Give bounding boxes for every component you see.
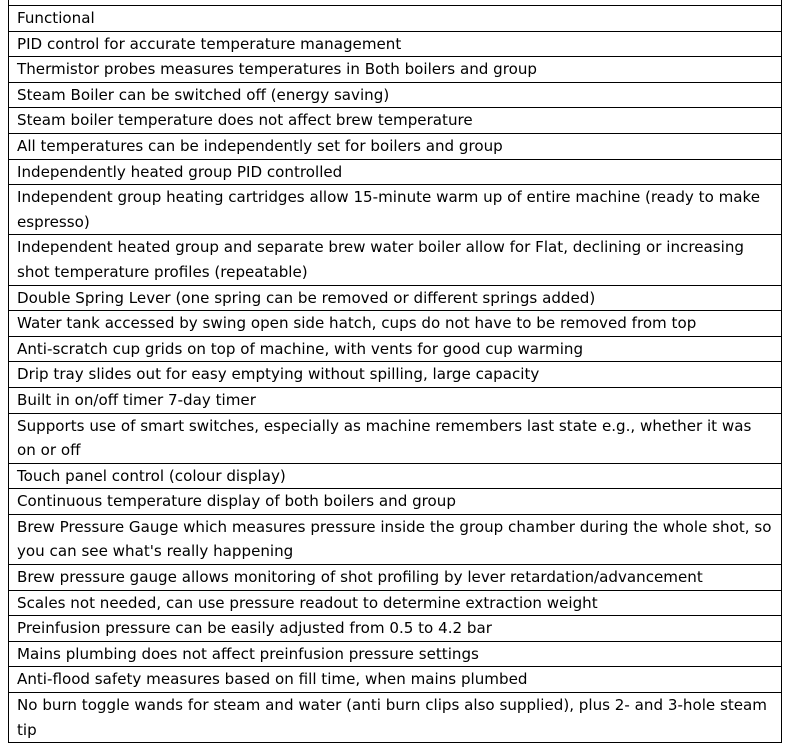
feature-cell: Mains plumbing does not affect preinfusion pressure settings	[9, 641, 782, 667]
functional-features-table	[8, 0, 782, 743]
feature-cell: Brew Pressure Gauge which measures pressure inside the group chamber during the whole shot, so you can see what's really happening	[9, 514, 782, 564]
feature-cell: Continuous temperature display of both boilers and group	[9, 489, 782, 515]
table-row	[9, 336, 782, 362]
table-row	[9, 616, 782, 642]
table-row	[9, 235, 782, 285]
table-row	[9, 133, 782, 159]
feature-cell: Independently heated group PID controlled	[9, 159, 782, 185]
table-row	[9, 514, 782, 564]
feature-cell: PID control for accurate temperature management	[9, 31, 782, 57]
feature-cell: Thermistor probes measures temperatures in Both boilers and group	[9, 57, 782, 83]
table-row	[9, 565, 782, 591]
feature-cell: Brew pressure gauge allows monitoring of shot profiling by lever retardation/advancement	[9, 565, 782, 591]
feature-cell: Independent heated group and separate brew water boiler allow for Flat, declining or increasing shot temperature profiles (repeatable)	[9, 235, 782, 285]
feature-cell: Touch panel control (colour display)	[9, 463, 782, 489]
table-row	[9, 667, 782, 693]
table-row	[9, 362, 782, 388]
table-row	[9, 463, 782, 489]
table-row	[9, 641, 782, 667]
table-row	[9, 285, 782, 311]
table-row	[9, 387, 782, 413]
feature-cell: No burn toggle wands for steam and water (anti burn clips also supplied), plus 2- and 3-hole steam tip	[9, 693, 782, 743]
table-header: Functional	[9, 6, 782, 32]
feature-cell: Anti-flood safety measures based on fill time, when mains plumbed	[9, 667, 782, 693]
feature-cell: Steam Boiler can be switched off (energy saving)	[9, 82, 782, 108]
feature-cell: Steam boiler temperature does not affect brew temperature	[9, 108, 782, 134]
feature-cell: Built in on/off timer 7-day timer	[9, 387, 782, 413]
table-row	[9, 185, 782, 235]
feature-table-container	[8, 0, 782, 743]
feature-cell: Double Spring Lever (one spring can be removed or different springs added)	[9, 285, 782, 311]
feature-cell: Scales not needed, can use pressure readout to determine extraction weight	[9, 590, 782, 616]
table-row	[9, 57, 782, 83]
table-header-row	[9, 6, 782, 32]
table-row	[9, 31, 782, 57]
table-row	[9, 82, 782, 108]
table-row	[9, 159, 782, 185]
table-row	[9, 108, 782, 134]
table-row	[9, 413, 782, 463]
table-row	[9, 693, 782, 743]
table-row	[9, 489, 782, 515]
feature-cell: Independent group heating cartridges allow 15-minute warm up of entire machine (ready to make espresso)	[9, 185, 782, 235]
feature-cell: Supports use of smart switches, especially as machine remembers last state e.g., whether it was on or off	[9, 413, 782, 463]
feature-cell: Drip tray slides out for easy emptying without spilling, large capacity	[9, 362, 782, 388]
table-row	[9, 590, 782, 616]
feature-cell: Water tank accessed by swing open side hatch, cups do not have to be removed from top	[9, 311, 782, 337]
table-row	[9, 311, 782, 337]
feature-cell: Anti-scratch cup grids on top of machine, with vents for good cup warming	[9, 336, 782, 362]
feature-cell: All temperatures can be independently set for boilers and group	[9, 133, 782, 159]
feature-cell: Preinfusion pressure can be easily adjusted from 0.5 to 4.2 bar	[9, 616, 782, 642]
